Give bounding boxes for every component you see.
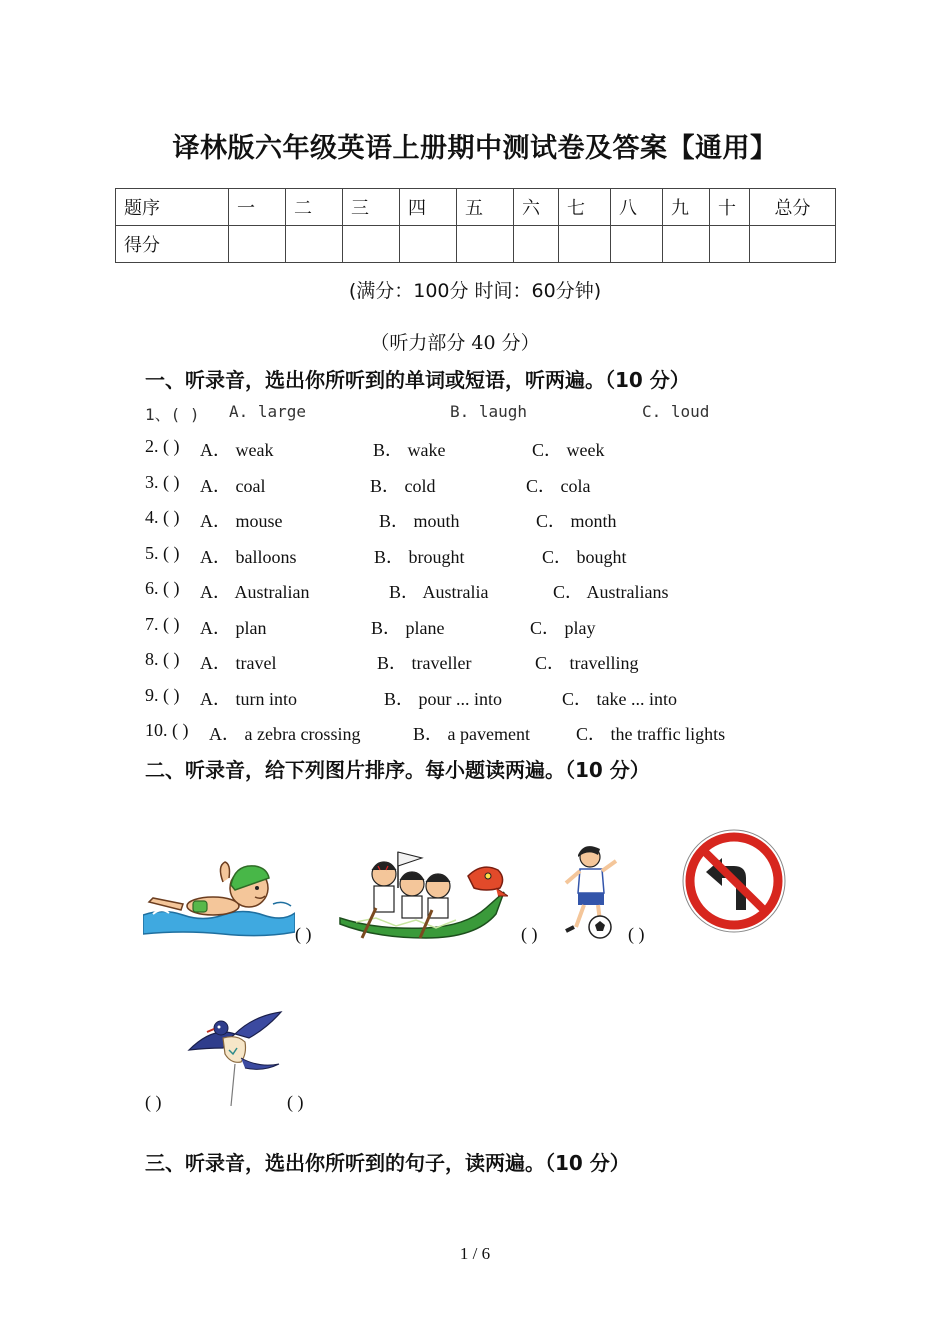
score-cell[interactable] [343, 226, 400, 263]
picture-blank-1[interactable]: ( ) [295, 924, 312, 944]
header-cell: 七 [559, 189, 611, 226]
question-row [145, 402, 845, 428]
header-cell: 四 [400, 189, 457, 226]
option-b: B． a pavement [413, 724, 530, 744]
question-number: 1、( ) [145, 405, 200, 424]
question-row [145, 436, 845, 462]
option-b: B． cold [370, 476, 436, 496]
header-cell: 五 [457, 189, 514, 226]
score-cell[interactable] [229, 226, 286, 263]
page-number: 1 / 6 [459, 1244, 491, 1263]
question-number: 9. ( ) [145, 685, 180, 705]
option-a: A． balloons [200, 547, 297, 567]
picture-blank-2[interactable]: ( ) [521, 924, 538, 944]
option-b: B． Australia [389, 582, 489, 602]
dragon-boat-picture [336, 848, 508, 940]
exam-info: (满分：100分 时间：60分钟) [348, 280, 602, 302]
score-cell[interactable] [611, 226, 663, 263]
header-cell: 一 [229, 189, 286, 226]
header-cell: 八 [611, 189, 663, 226]
picture-blank-3[interactable]: ( ) [628, 924, 645, 944]
option-c: C． Australians [553, 582, 669, 602]
option-b: B． plane [371, 618, 445, 638]
option-b: B． pour ... into [384, 689, 503, 709]
swallow-picture [183, 1008, 285, 1110]
score-cell[interactable] [663, 226, 710, 263]
option-a: A． coal [200, 476, 266, 496]
header-cell: 九 [663, 189, 710, 226]
row-label: 得分 [116, 226, 229, 263]
option-a: A． a zebra crossing [209, 724, 361, 744]
listening-header: （听力部分 40 分） [370, 332, 540, 354]
option-b: B． wake [373, 440, 446, 460]
option-a: A. large [229, 402, 307, 421]
header-cell: 十 [710, 189, 750, 226]
no-left-turn-sign-picture [680, 828, 788, 934]
option-c: C． week [532, 440, 605, 460]
question-number: 8. ( ) [145, 649, 180, 669]
option-b: B. laugh [450, 402, 528, 421]
header-cell-total: 总分 [750, 189, 836, 226]
option-c: C. loud [642, 402, 710, 421]
question-number: 7. ( ) [145, 614, 180, 634]
swimmer-picture [143, 860, 295, 940]
question-number: 5. ( ) [145, 543, 180, 563]
option-a: A． plan [200, 618, 267, 638]
header-cell: 二 [286, 189, 343, 226]
score-cell[interactable] [286, 226, 343, 263]
score-cell[interactable] [514, 226, 559, 263]
option-a: A． travel [200, 653, 277, 673]
section3-title: 三、听录音，选出你所听到的句子，读两遍。（10 分） [145, 1151, 630, 1175]
option-b: B． mouth [379, 511, 460, 531]
picture-blank-4[interactable]: ( ) [145, 1092, 162, 1112]
question-row [145, 614, 845, 640]
score-cell[interactable] [710, 226, 750, 263]
option-a: A． turn into [200, 689, 297, 709]
question-number: 4. ( ) [145, 507, 180, 527]
football-player-picture [556, 843, 626, 941]
section1-title: 一、听录音，选出你所听到的单词或短语，听两遍。（10 分） [145, 368, 690, 392]
option-c: C． bought [542, 547, 627, 567]
picture-blank-5[interactable]: ( ) [287, 1092, 304, 1112]
section2-title: 二、听录音，给下列图片排序。每小题读两遍。（10 分） [145, 758, 650, 782]
option-c: C． play [530, 618, 596, 638]
score-cell[interactable] [400, 226, 457, 263]
question-row [145, 507, 845, 533]
option-a: A． Australian [200, 582, 310, 602]
option-b: B． brought [374, 547, 465, 567]
question-number: 2. ( ) [145, 436, 180, 456]
score-table-header-row [116, 189, 836, 226]
option-c: C． cola [526, 476, 591, 496]
option-b: B． traveller [377, 653, 472, 673]
option-a: A． weak [200, 440, 274, 460]
question-number: 6. ( ) [145, 578, 180, 598]
question-number: 3. ( ) [145, 472, 180, 492]
header-cell: 六 [514, 189, 559, 226]
score-cell[interactable] [457, 226, 514, 263]
score-table-score-row [116, 226, 836, 263]
option-c: C． month [536, 511, 617, 531]
question-row [145, 472, 845, 498]
option-a: A． mouse [200, 511, 283, 531]
header-cell: 三 [343, 189, 400, 226]
score-table [115, 188, 836, 263]
question-row [145, 685, 845, 711]
question-row [145, 578, 845, 604]
question-number: 10. ( ) [145, 720, 189, 740]
option-c: C． the traffic lights [576, 724, 726, 744]
page-title: 译林版六年级英语上册期中测试卷及答案【通用】 [172, 133, 778, 164]
score-cell[interactable] [559, 226, 611, 263]
question-row [145, 543, 845, 569]
question-row [145, 649, 845, 675]
header-cell: 题序 [116, 189, 229, 226]
option-c: C． travelling [535, 653, 639, 673]
option-c: C． take ... into [562, 689, 677, 709]
question-row [145, 720, 845, 746]
score-cell[interactable] [750, 226, 836, 263]
